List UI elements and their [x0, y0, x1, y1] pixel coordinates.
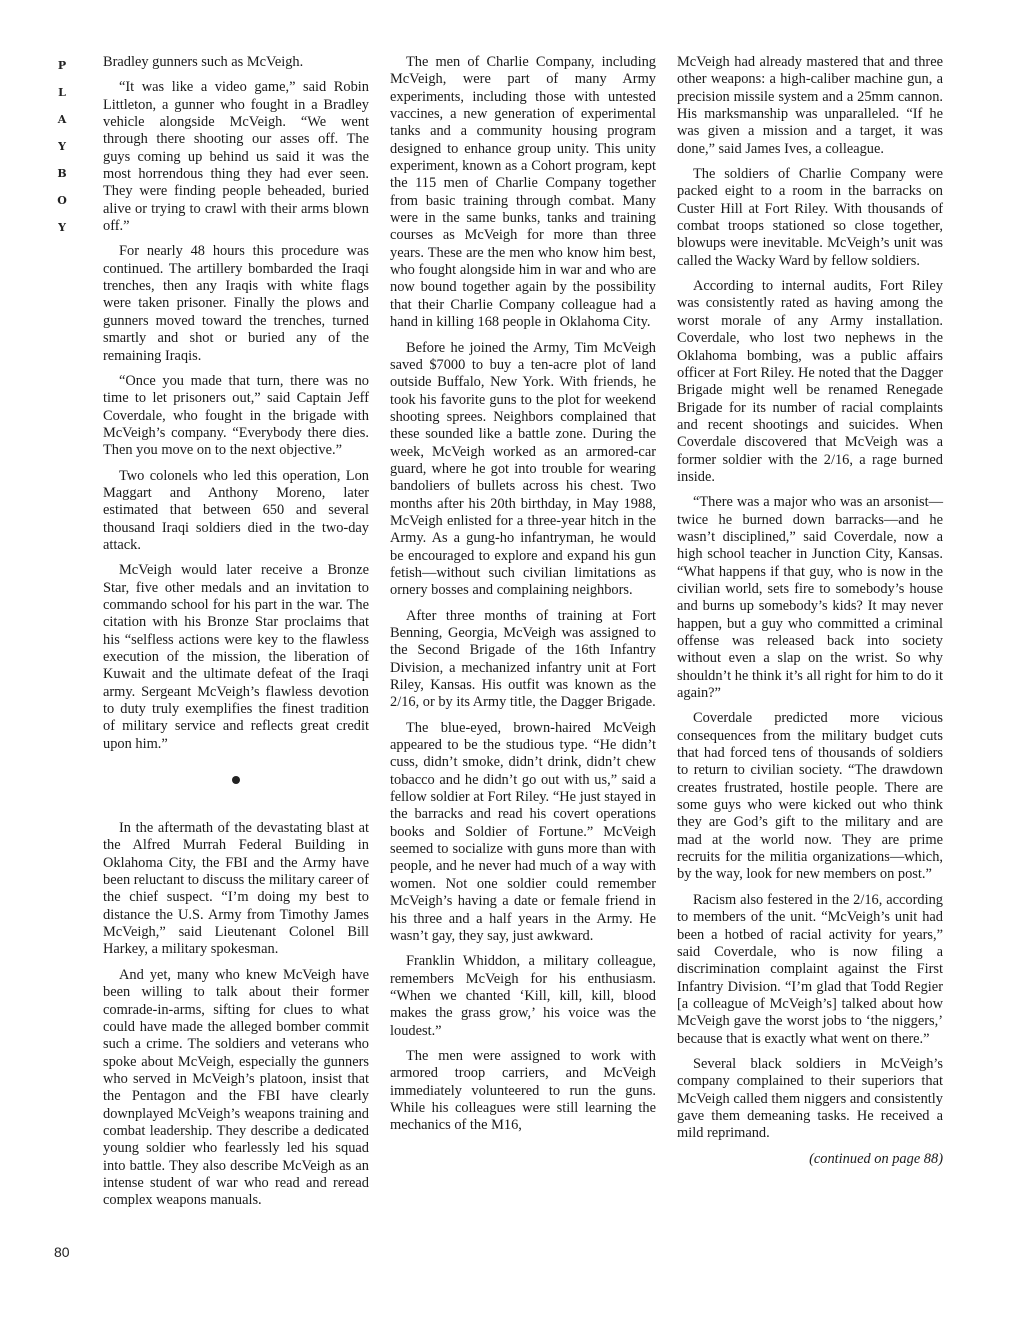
continued-note: (continued on page 88): [809, 1150, 943, 1167]
paragraph: According to internal audits, Fort Riley was consistently rated as having among the worst morale of any Army installation. Coverdale, who lost two nephews in the Oklahoma bombing, was a public affairs officer at Fort Riley. He noted that the Dagger Brigade might well be renamed Renegade Brigade for its number of racial complaints and recent shootings and suicides. When Coverdale discovered that McVeigh was a former soldier with the 2/16, a rage burned inside.: [677, 278, 943, 485]
paragraph: Several black soldiers in McVeigh’s company complained to their superiors that McVeigh called them niggers and consistently gave them demeaning tasks. He received a mild reprimand.: [677, 1055, 943, 1142]
paragraph: The men were assigned to work with armored troop carriers, and McVeigh immediately volunteered to run the guns. While his colleagues were still learning the mechanics of the M16,: [390, 1047, 656, 1134]
article-column-3: [677, 54, 943, 1176]
side-letter: A: [57, 113, 67, 126]
paragraph: “There was a major who was an arsonist—twice he burned down barracks—and he wasn’t disciplined,” said Coverdale, now a high school teacher in Junction City, Kansas. “What happens if that guy, who is now in the civilian world, sets fire to somebody’s house and burns up somebody’s kids? It may never happen, but a guy who committed a criminal offense was released back into society without even a slap on the wrist. So why shouldn’t he think it’s all right for him to do it again?”: [677, 494, 943, 702]
paragraph: The blue-eyed, brown-haired McVeigh appeared to be the studious type. “He didn’t cuss, didn’t smoke, didn’t drink, didn’t chew tobacco and he didn’t go out with us,” said a fellow soldier at Fort Riley. “He just stayed in the barracks and read his covert operations books and Soldier of Fortune.” McVeigh seemed to socialize with guns more than with people, and he never had much of a way with women. Not one soldier could remember McVeigh’s having a date or female friend in his three and a half years in the Army. He wasn’t gay, they say, just awkward.: [390, 719, 656, 944]
paragraph: For nearly 48 hours this procedure was continued. The artillery bombarded the Iraqi trenches, then any Iraqis with white flags were taken prisoner. Finally the plows and gunners moved toward the trenches, turned smartly and shot or buried any of the remaining Iraqis.: [103, 243, 369, 364]
paragraph: McVeigh had already mastered that and three other weapons: a high-caliber machine gun, a precision missile system and a 25mm cannon. His marksmanship was unparalleled. “If he was given a mission and a target, it was done,” said James Ives, a colleague.: [677, 54, 943, 157]
paragraph: Coverdale predicted more vicious consequences from the military budget cuts that had forced tens of thousands of soldiers to return to civilian society. “The drawdown creates frustrated, hostile people. There are some guys who were kicked out who think they are God’s gift to the military and are mad at the world now. They are prime recruits for the militia organizations—which, by the way, look for new members on post.”: [677, 710, 943, 883]
paragraph: Racism also festered in the 2/16, according to members of the unit. “McVeigh’s unit had been a hotbed of racial activity for years,” said Coverdale, who is now filing a discrimination complaint against the First Infantry Division. “I’m glad that Todd Regier [a colleague of McVeigh’s] talked about how McVeigh gave the worst jobs to ‘the niggers,’ because that is exactly what went on there.”: [677, 891, 943, 1047]
magazine-side-label: [55, 52, 69, 241]
section-break-bullet: [232, 776, 240, 784]
paragraph: Bradley gunners such as McVeigh.: [103, 54, 304, 70]
side-letter: Y: [58, 140, 66, 153]
paragraph: Franklin Whiddon, a military colleague, remembers McVeigh for his enthusiasm. “When we chanted ‘Kill, kill, kill, blood makes the grass grow,’ his voice was the loudest.”: [390, 953, 656, 1039]
side-letter: L: [58, 86, 66, 99]
paragraph: The soldiers of Charlie Company were packed eight to a room in the barracks on Custer Hill at Fort Riley. With thousands of combat troops stationed so close together, blowups were inevitable. McVeigh’s unit was called the Wacky Ward by fellow soldiers.: [677, 166, 943, 269]
side-letter: P: [57, 59, 67, 72]
article-column-2: [390, 54, 656, 1143]
side-letter: B: [57, 167, 67, 180]
article-column-1: [103, 54, 369, 1218]
paragraph: “It was like a video game,” said Robin Littleton, a gunner who fought in a Bradley vehicle alongside McVeigh. “We went through there shooting our asses off. The guys coming up behind us said it was the most horrendous thing they had ever seen. They were finding people beheaded, buried alive or trying to crawl with their arms blown off.”: [103, 79, 369, 235]
page-number: 80: [54, 1244, 70, 1260]
paragraph: “Once you made that turn, there was no time to let prisoners out,” said Captain Jeff Coverdale, who fought in the brigade with McVeigh’s company. “Everybody there dies. Then you move on to the next objective.”: [103, 372, 369, 459]
side-letter: Y: [58, 221, 66, 234]
paragraph: Two colonels who led this operation, Lon Maggart and Anthony Moreno, later estimated that between 650 and several thousand Iraqi soldiers died in the two-day attack.: [103, 467, 369, 553]
paragraph: McVeigh would later receive a Bronze Star, five other medals and an invitation to commando school for his part in the war. The citation with his Bronze Star proclaims that his “selfless actions were key to the flawless execution of the mission, the liberation of Kuwait and the ultimate defeat of the Iraqi army. Sergeant McVeigh’s flawless devotion to duty truly exemplifies the finest tradition of military service and reflects great credit upon him.”: [103, 562, 369, 752]
paragraph: In the aftermath of the devastating blast at the Alfred Murrah Federal Building in Oklahoma City, the FBI and the Army have been reluctant to discuss the military career of the chief suspect. “I’m doing my best to distance the U.S. Army from Timothy James McVeigh,” said Lieutenant Colonel Bill Harkey, a military spokesman.: [103, 820, 369, 958]
side-letter: O: [57, 194, 67, 207]
paragraph: The men of Charlie Company, including McVeigh, were part of many Army experiments, including those with untested vaccines, a new generation of experimental tanks and a community housing program designed to enhance group unity. This unity experiment, known as a Cohort program, kept the 115 men of Charlie Company together from basic training through combat. Many were in the same bunks, tanks and training courses as McVeigh for more than three years. These are the men who know him best, who fought alongside him in war and who are now bound together again by the possibility that their Charlie Company colleague had a hand in killing 168 people in Oklahoma City.: [390, 54, 656, 331]
paragraph: After three months of training at Fort Benning, Georgia, McVeigh was assigned to the Second Brigade of the 16th Infantry Division, a mechanized infantry unit at Fort Riley, Kansas. His outfit was known as the 2/16, or by its Army title, the Dagger Brigade.: [390, 607, 656, 711]
paragraph: Before he joined the Army, Tim McVeigh saved $7000 to buy a ten-acre plot of land outside Buffalo, New York. With friends, he took his favorite guns to the plot for weekend shooting sprees. Neighbors complained that these sounded like a battle zone. During the week, McVeigh worked as an armored-car guard, where he got into trouble for wearing bandoliers of bullets across his chest. Two months after his 20th birthday, in May 1988, McVeigh enlisted for a three-year hitch in the Army. As a gung-ho infantryman, he would be encouraged to explore and expand his gun fetish—without such civilian limitations as ornery bosses and complaining neighbors.: [390, 339, 656, 599]
paragraph: And yet, many who knew McVeigh have been willing to talk about their former comrade-in-arms, sifting for clues to what could have made the alleged bomber commit such a crime. The soldiers and veterans who spoke about McVeigh, especially the gunners who served in McVeigh’s platoon, insist that the Pentagon and the FBI have clearly downplayed McVeigh’s weapons training and combat leadership. They describe a dedicated young soldier who fearlessly led his squad into battle. They also describe McVeigh as an intense student of war who read and reread complex weapons manuals.: [103, 966, 369, 1209]
